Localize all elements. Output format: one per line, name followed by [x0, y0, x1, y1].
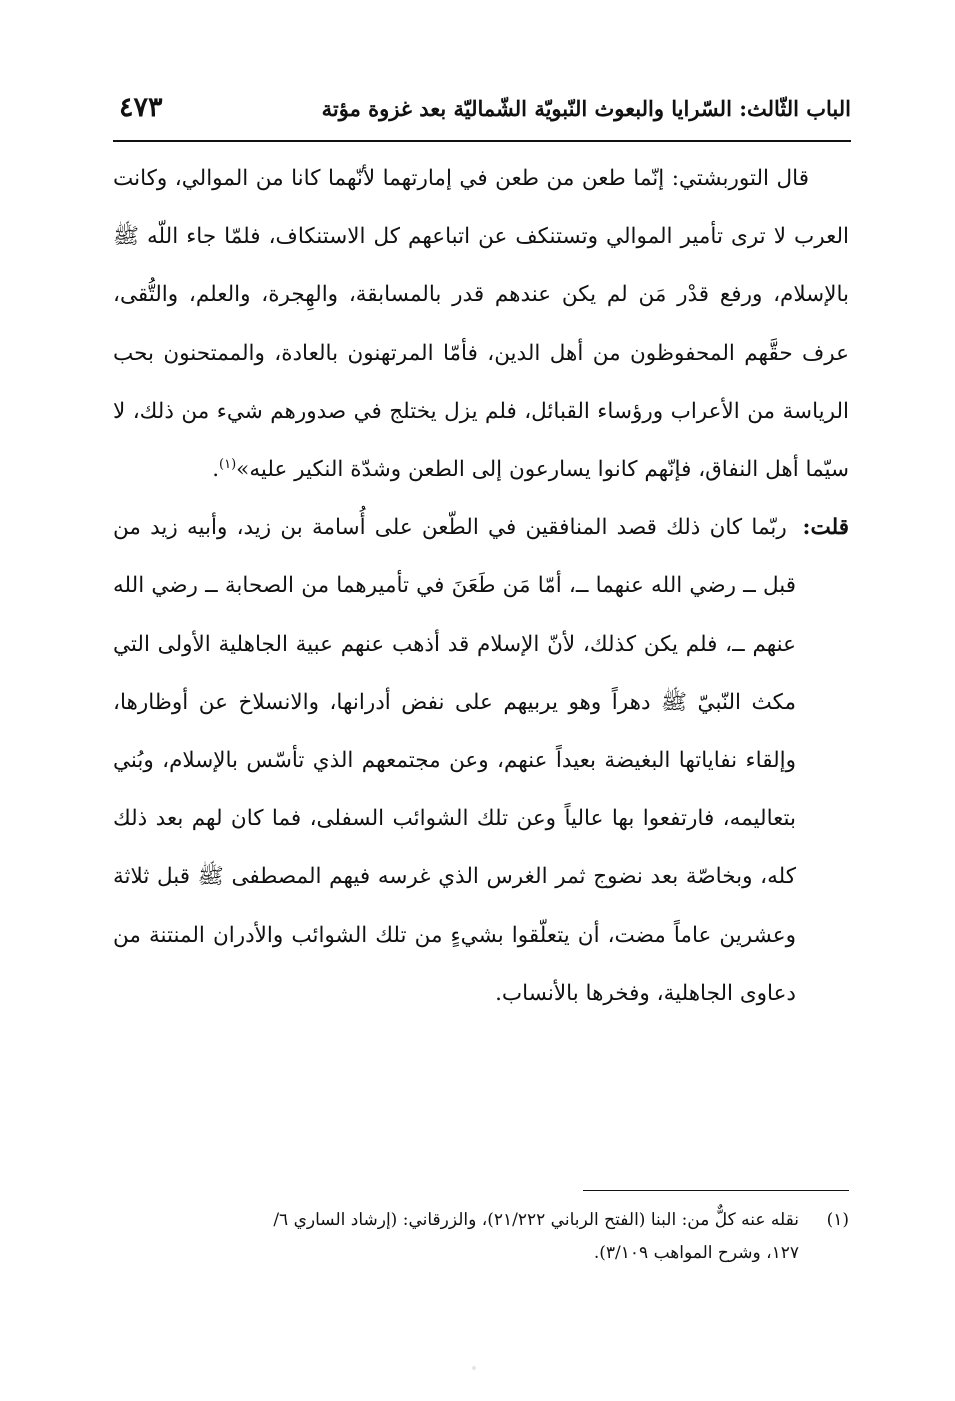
footnote-divider — [583, 1190, 849, 1191]
paragraph-quote-text: قال التوربشتي: إنّما طعن من طعن في إمارتهما لأنّهما كانا من الموالي، وكانت العرب لا ترى تأمير الموالي وتستنكف عن اتباعهم كل الاستنكاف، فلمّا جاء اللّه ﷺ بالإسلام، ورفع قدْر مَن لم يكن عندهم قدر بالمسابقة، والهِجرة، والعلم، والتُّقى، عرف حقَّهم المحفوظون من أهل الدين، فأمّا المرتهنون بالعادة، والممتحنون بحب الرياسة من الأعراب ورؤساء القبائل، فلم يزل يختلج في صدورهم شيء من ذلك، لا سيّما أهل النفاق، فإنّهم كانوا يسارعون إلى الطعن وشدّة النكير عليه» — [113, 166, 849, 483]
footnote-reference: (١) — [219, 456, 237, 472]
page-number: ٤٧٣ — [119, 92, 163, 123]
paragraph-commentary — [113, 499, 849, 1023]
footnote — [113, 1204, 849, 1270]
qult-label: قلت: — [802, 515, 849, 541]
paragraph-quote — [113, 150, 849, 499]
footnote-marker: (١) — [826, 1210, 849, 1230]
main-text — [113, 150, 849, 1023]
paragraph-quote-end: . — [212, 457, 220, 483]
page-mark — [472, 1366, 476, 1370]
running-header — [113, 90, 851, 136]
header-divider — [113, 140, 851, 142]
paragraph-commentary-text: ربّما كان ذلك قصد المنافقين في الطّعن على أُسامة بن زيد، وأبيه زيد من قبل ــ رضي الله عنهما ــ، أمّا مَن طَعَنَ في تأميرهما من الصحابة ــ رضي الله عنهم ــ، فلم يكن كذلك، لأنّ الإسلام قد أذهب عنهم عبية الجاهلية الأولى التي مكث النّبيّ ﷺ دهراً وهو يربيهم على نفض أدرانها، والانسلاخ عن أوظارها، وإلقاء نفاياتها البغيضة بعيداً عنهم، وعن مجتمعهم الذي تأسّس بالإسلام، وبُني بتعاليمه، فارتفعوا بها عالياً وعن تلك الشوائب السفلى، فما كان لهم بعد ذلك كله، وبخاصّة بعد نضوج ثمر الغرس الذي غرسه فيهم المصطفى ﷺ قبل ثلاثة وعشرين عاماً مضت، أن يتعلّقوا بشيءٍ من تلك الشوائب والأدران المنتنة من دعاوى الجاهلية، وفخرها بالأنساب. — [113, 515, 796, 1006]
footnote-line-1: نقله عنه كلٌّ من: البنا (الفتح الرباني ٢١/٢٢٢)، والزرقاني: (إرشاد الساري ٦/ — [273, 1210, 799, 1230]
chapter-title: الباب الثّالث: السّرايا والبعوث النّبويّة الشّماليّة بعد غزوة مؤتة — [321, 96, 851, 121]
footnote-line-2: ١٢٧، وشرح المواهب ٣/١٠٩). — [593, 1243, 799, 1263]
